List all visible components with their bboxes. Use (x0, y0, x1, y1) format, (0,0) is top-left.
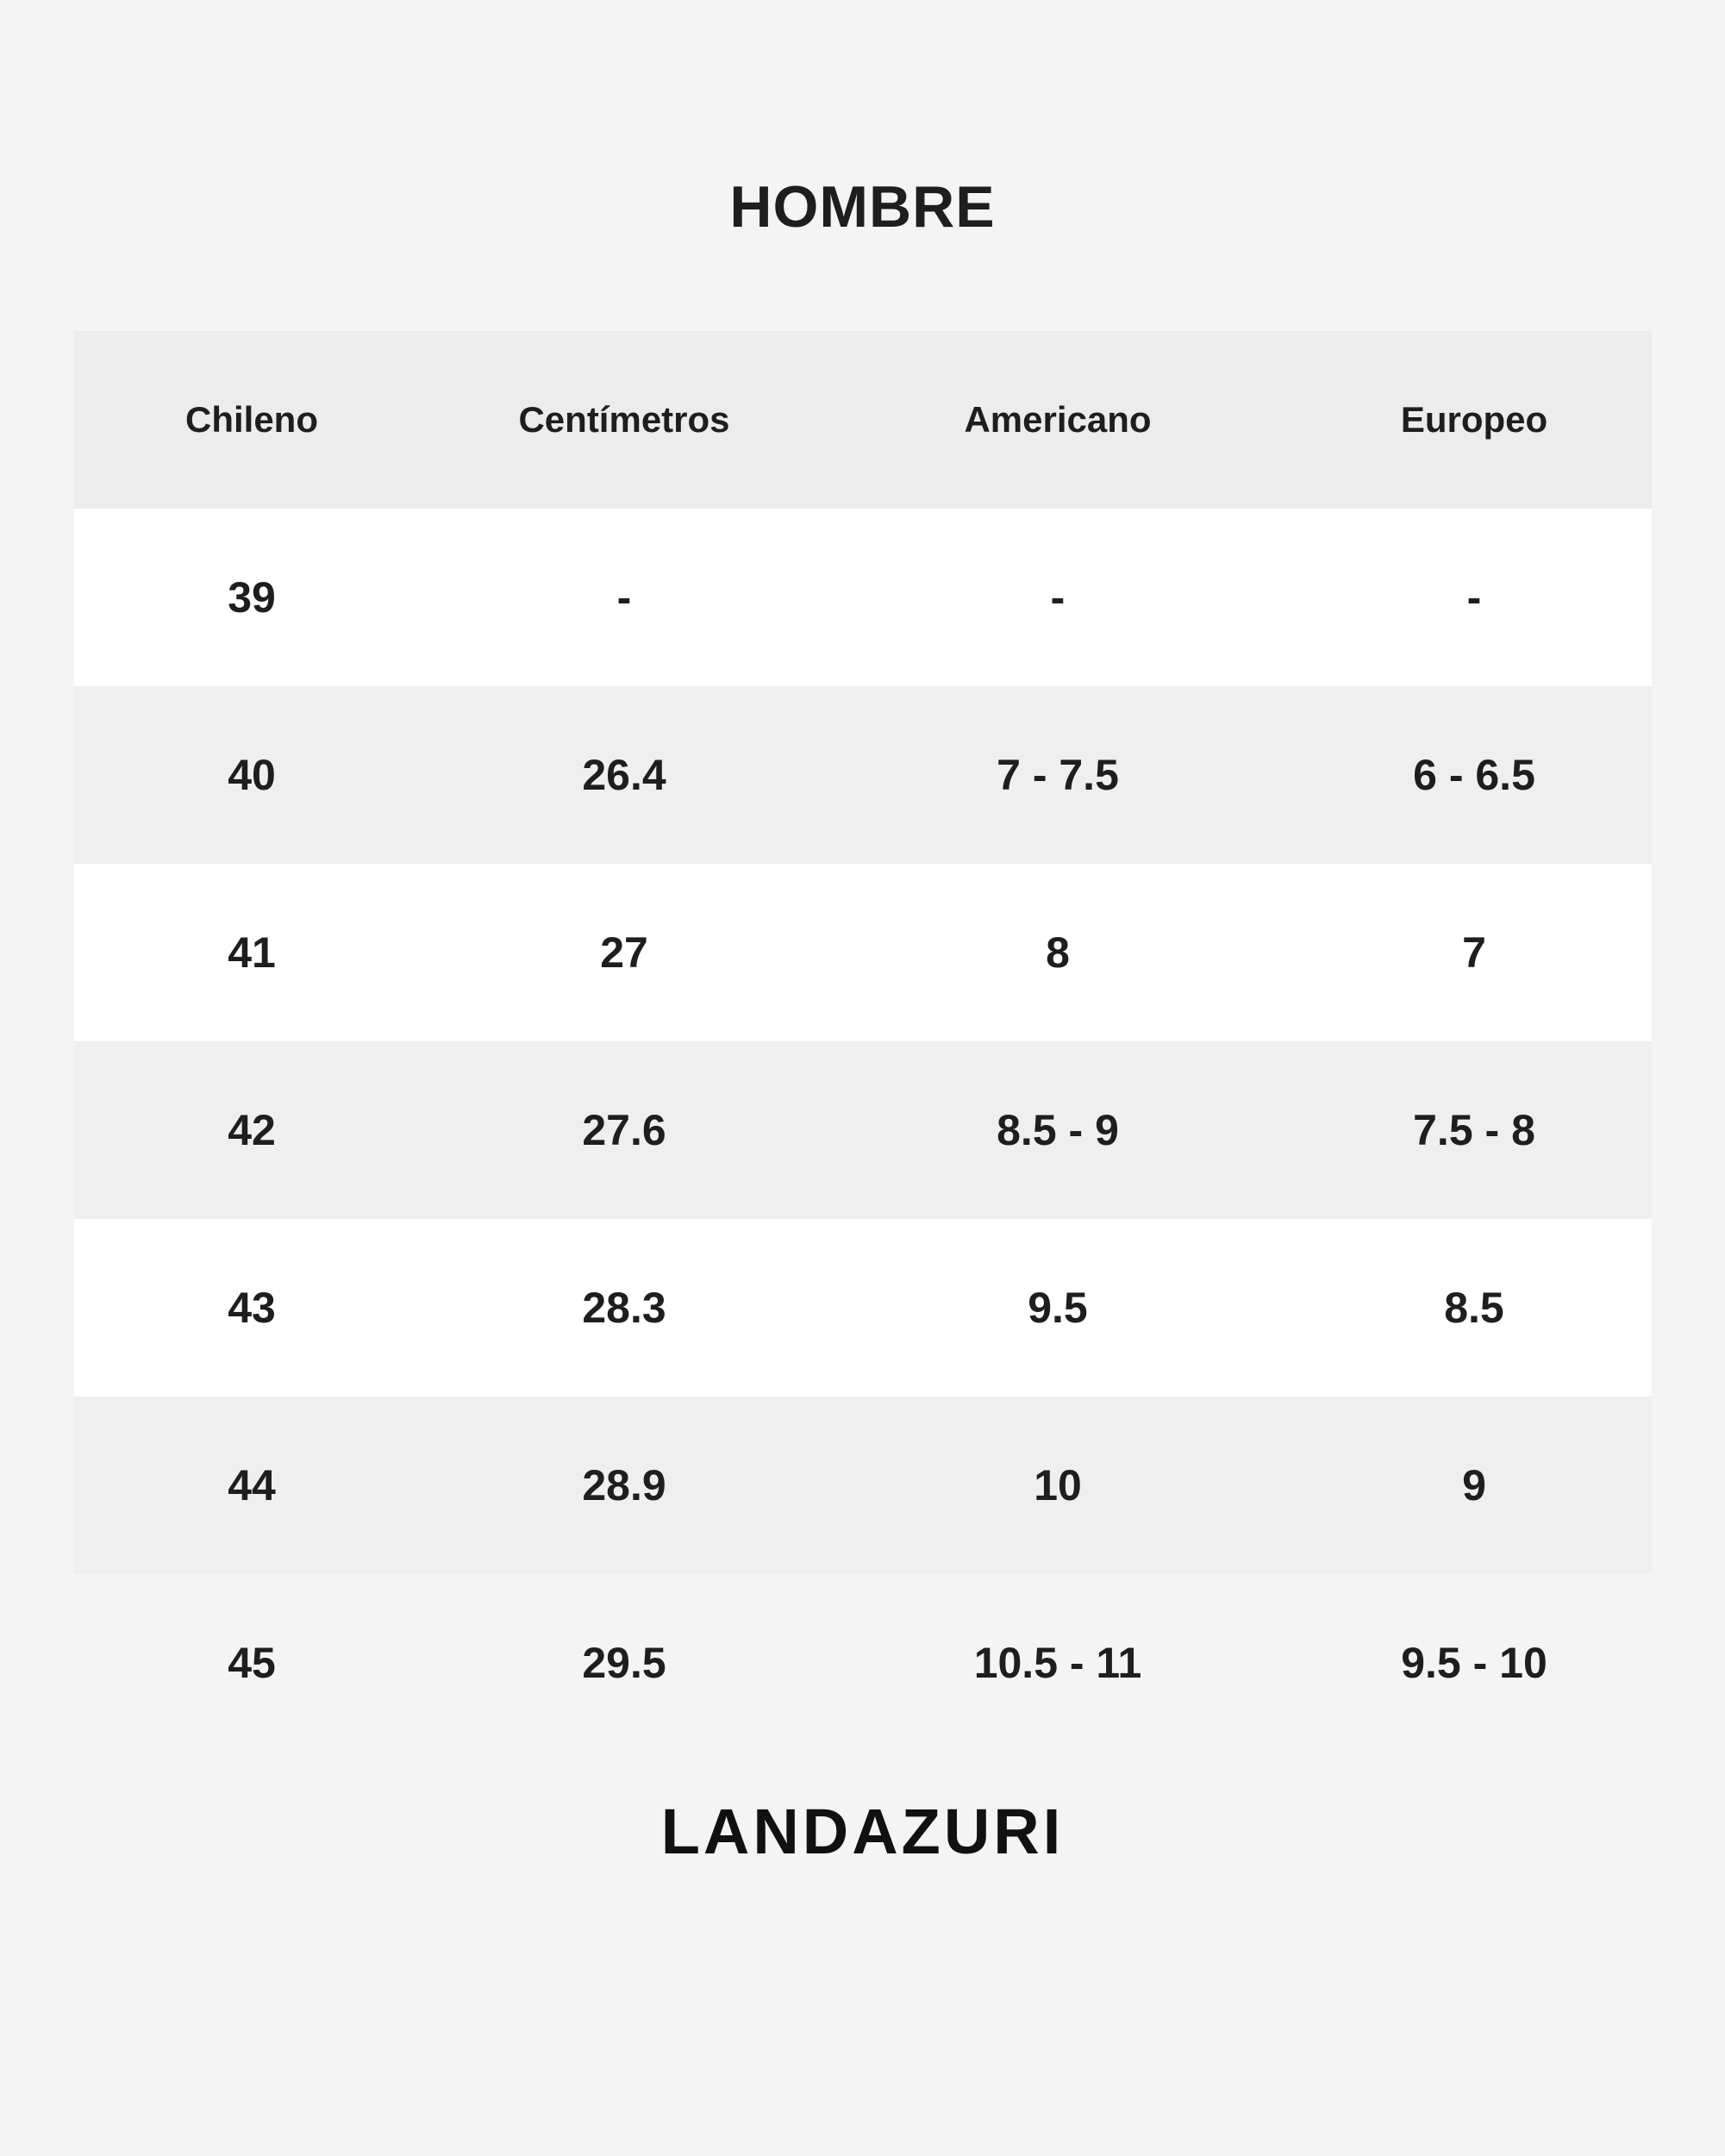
table-header-row (74, 331, 1652, 509)
cell-centimetros: 29.5 (582, 1639, 666, 1687)
cell-americano: 7 - 7.5 (997, 751, 1119, 799)
cell-europeo: - (1466, 573, 1482, 622)
size-chart-table (74, 331, 1652, 1752)
cell-europeo: 9 (1462, 1461, 1486, 1509)
cell-centimetros: 28.3 (582, 1284, 666, 1332)
cell-centimetros: 27 (600, 928, 648, 977)
cell-centimetros: 26.4 (582, 751, 666, 799)
cell-europeo: 8.5 (1444, 1284, 1504, 1332)
column-header-europeo: Europeo (1400, 399, 1548, 440)
table-row (74, 509, 1652, 686)
cell-chileno: 40 (228, 751, 276, 799)
page-title: HOMBRE (729, 174, 996, 240)
table-row (74, 864, 1652, 1041)
cell-chileno: 41 (228, 928, 276, 977)
table-row (74, 686, 1652, 864)
brand-logo: LANDAZURI (660, 1796, 1065, 1867)
column-header-americano: Americano (964, 399, 1152, 440)
cell-chileno: 44 (228, 1461, 276, 1509)
table-row (74, 1397, 1652, 1574)
cell-europeo: 7.5 - 8 (1413, 1106, 1535, 1154)
cell-europeo: 7 (1462, 928, 1486, 977)
cell-americano: 10.5 - 11 (973, 1639, 1142, 1687)
cell-europeo: 6 - 6.5 (1413, 751, 1535, 799)
column-header-chileno: Chileno (185, 399, 318, 440)
cell-europeo: 9.5 - 10 (1401, 1639, 1547, 1687)
column-header-centimetros: Centímetros (518, 399, 730, 440)
cell-centimetros: - (616, 573, 632, 622)
table-row (74, 1041, 1652, 1219)
cell-americano: 8 (1046, 928, 1070, 977)
cell-americano: 10 (1034, 1461, 1082, 1509)
cell-chileno: 42 (228, 1106, 276, 1154)
cell-centimetros: 28.9 (582, 1461, 666, 1509)
cell-americano: 9.5 (1028, 1284, 1088, 1332)
cell-chileno: 43 (228, 1284, 276, 1332)
cell-centimetros: 27.6 (582, 1106, 666, 1154)
table-row (74, 1574, 1652, 1752)
cell-chileno: 45 (228, 1639, 276, 1687)
table-row (74, 1219, 1652, 1397)
cell-chileno: 39 (228, 573, 276, 622)
cell-americano: 8.5 - 9 (997, 1106, 1119, 1154)
cell-americano: - (1050, 573, 1066, 622)
